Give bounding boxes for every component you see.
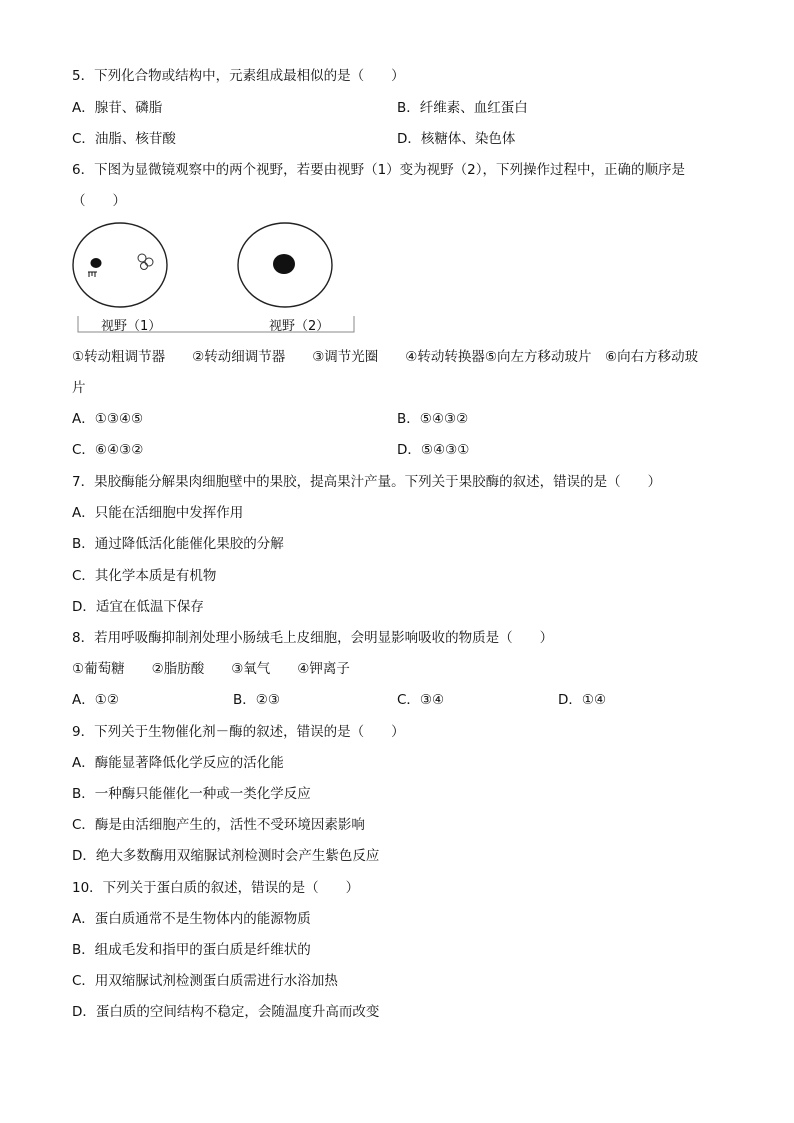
question-7-option-d: D．适宜在低温下保存 — [72, 599, 204, 615]
question-9-option-b: B．一种酶只能催化一种或一类化学反应 — [72, 786, 311, 802]
microscope-figure — [70, 220, 360, 338]
question-6-option-c: C．⑥④③② — [72, 442, 144, 458]
question-9-option-c: C．酶是由活细胞产生的，活性不受环境因素影响 — [72, 817, 365, 833]
question-5-option-b: B．纤维素、血红蛋白 — [397, 100, 528, 116]
question-8-option-c: C．③④ — [397, 692, 445, 708]
question-6-option-d: D．⑤④③① — [397, 442, 470, 458]
question-5-option-d: D．核糖体、染色体 — [397, 131, 516, 147]
question-8-option-a: A．①② — [72, 692, 119, 708]
question-6-steps-cont: 片 — [72, 380, 86, 396]
question-8-items: ①葡萄糖 ②脂肪酸 ③氧气 ④钾离子 — [72, 661, 350, 677]
question-7-stem: 7．果胶酶能分解果肉细胞壁中的果胶，提高果汁产量。下列关于果胶酶的叙述，错误的是（ ） — [72, 474, 662, 490]
question-9-option-d: D．绝大多数酶用双缩脲试剂检测时会产生紫色反应 — [72, 848, 380, 864]
question-10-option-c: C．用双缩脲试剂检测蛋白质需进行水浴加热 — [72, 973, 338, 989]
field-1-label: 视野（1） — [101, 319, 162, 334]
field-1-bubble — [145, 258, 153, 266]
question-10-option-d: D．蛋白质的空间结构不稳定，会随温度升高而改变 — [72, 1004, 380, 1020]
question-10-option-a: A．蛋白质通常不是生物体内的能源物质 — [72, 911, 311, 927]
question-6-stem: 6．下图为显微镜观察中的两个视野，若要由视野（1）变为视野（2），下列操作过程中，正确的顺序是 — [72, 162, 686, 178]
question-5-stem: 5．下列化合物或结构中，元素组成最相似的是（ ） — [72, 68, 405, 84]
question-10-option-b: B．组成毛发和指甲的蛋白质是纤维状的 — [72, 942, 311, 958]
question-5-option-a: A．腺苷、磷脂 — [72, 100, 163, 116]
question-9-option-a: A．酶能显著降低化学反应的活化能 — [72, 755, 284, 771]
question-6-stem-cont: （ ） — [72, 193, 126, 209]
question-6-option-a: A．①③④⑤ — [72, 411, 144, 427]
question-10-stem: 10．下列关于蛋白质的叙述，错误的是（ ） — [72, 880, 360, 896]
question-6-option-b: B．⑤④③② — [397, 411, 469, 427]
field-2-dark-cell — [273, 254, 295, 274]
question-5-option-c: C．油脂、核苷酸 — [72, 131, 176, 147]
field-1-bubble — [141, 263, 148, 270]
question-8-stem: 8．若用呼吸酶抑制剂处理小肠绒毛上皮细胞，会明显影响吸收的物质是（ ） — [72, 630, 554, 646]
field-1-circle — [73, 223, 167, 307]
field-2-label: 视野（2） — [269, 319, 330, 334]
question-7-option-c: C．其化学本质是有机物 — [72, 568, 217, 584]
field-1-dark-cell — [91, 258, 102, 268]
question-8-option-d: D．①④ — [558, 692, 607, 708]
question-8-option-b: B．②③ — [233, 692, 280, 708]
question-6-steps: ①转动粗调节器 ②转动细调节器 ③调节光圈 ④转动转换器⑤向左方移动玻片 ⑥向右方移动玻 — [72, 349, 699, 365]
field-1-marks — [88, 272, 97, 277]
question-7-option-a: A．只能在活细胞中发挥作用 — [72, 505, 244, 521]
question-9-stem: 9．下列关于生物催化剂－酶的叙述，错误的是（ ） — [72, 724, 405, 740]
question-7-option-b: B．通过降低活化能催化果胶的分解 — [72, 536, 284, 552]
